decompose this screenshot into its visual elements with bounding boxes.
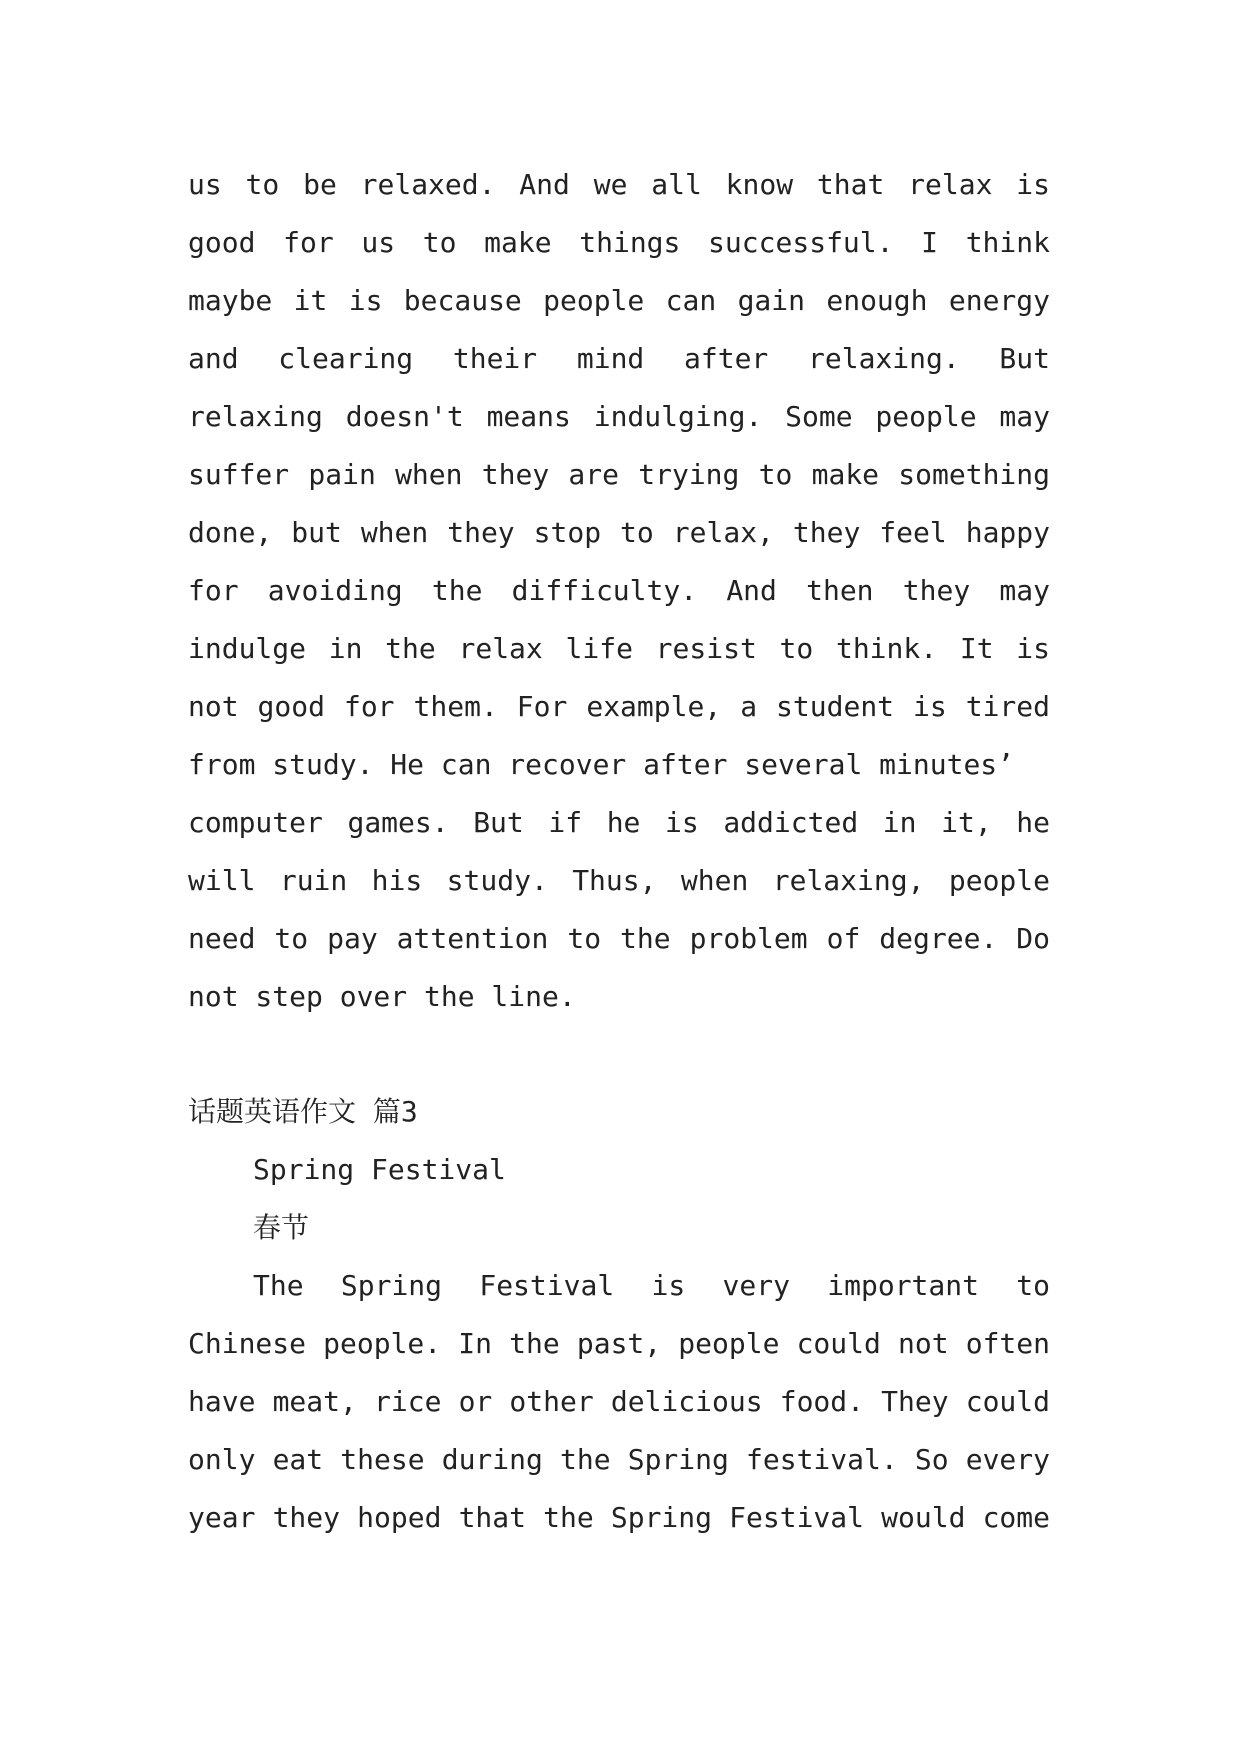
paragraph-line: good for us to make things successful. I think: [188, 226, 1050, 259]
paragraph-line: for avoiding the difficulty. And then they may: [188, 574, 1050, 607]
paragraph-line: suffer pain when they are trying to make something: [188, 458, 1050, 491]
paragraph-line: maybe it is because people can gain enough energy: [188, 284, 1050, 317]
paragraph-line: indulge in the relax life resist to think. It is: [188, 632, 1050, 665]
paragraph-line: relaxing doesn't means indulging. Some people may: [188, 400, 1050, 433]
paragraph-line: us to be relaxed. And we all know that relax is: [188, 168, 1050, 201]
paragraph-line: have meat, rice or other delicious food. They could: [188, 1385, 1050, 1418]
paragraph-line: will ruin his study. Thus, when relaxing, people: [188, 864, 1050, 897]
paragraph-line: not good for them. For example, a student is tired: [188, 690, 1050, 723]
paragraph-line: Chinese people. In the past, people could not often: [188, 1327, 1050, 1360]
paragraph-line: not step over the line.: [188, 980, 576, 1013]
paragraph-line: and clearing their mind after relaxing. But: [188, 342, 1050, 375]
paragraph-line: only eat these during the Spring festival. So every: [188, 1443, 1050, 1476]
section-heading: 话题英语作文 篇3: [188, 1095, 418, 1128]
essay-title-english: Spring Festival: [253, 1153, 506, 1186]
paragraph-line: need to pay attention to the problem of degree. Do: [188, 922, 1050, 955]
paragraph-line: computer games. But if he is addicted in it, he: [188, 806, 1050, 839]
paragraph-line: year they hoped that the Spring Festival would come: [188, 1501, 1050, 1534]
essay-title-chinese: 春节: [253, 1211, 310, 1244]
paragraph-line: The Spring Festival is very important to: [253, 1269, 1050, 1302]
paragraph-line: from study. He can recover after several minutes’: [188, 748, 1015, 781]
paragraph-line: done, but when they stop to relax, they feel happy: [188, 516, 1050, 549]
